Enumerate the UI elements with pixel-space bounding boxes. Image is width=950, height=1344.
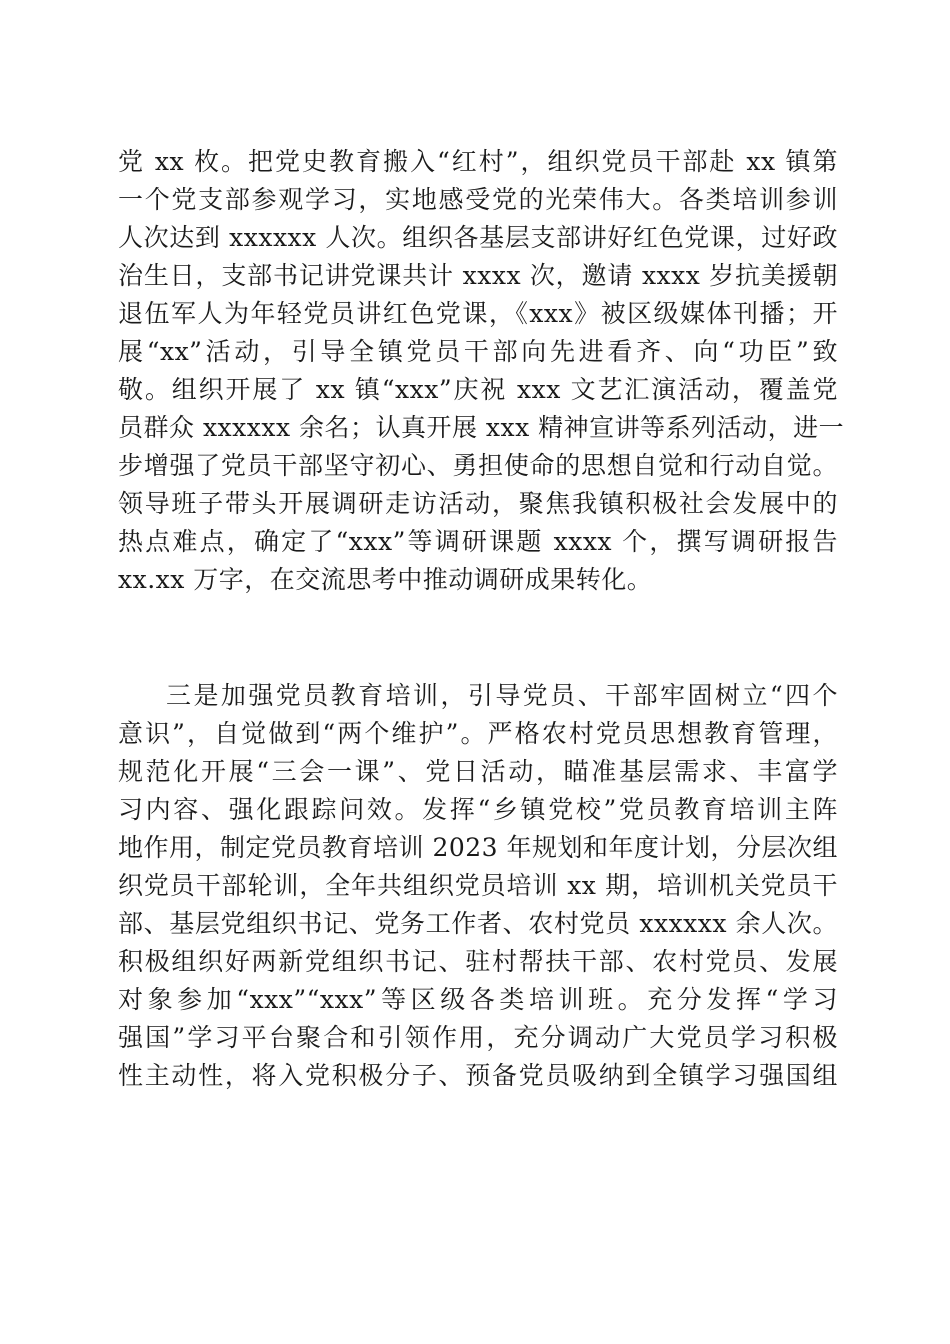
text-line: 织党员干部轮训，全年共组织党员培训 xx 期，培训机关党员干 bbox=[118, 871, 838, 900]
paragraph-party-history-education bbox=[118, 143, 845, 599]
text-line: 意识”，自觉做到“两个维护”。严格农村党员思想教育管理， bbox=[118, 719, 838, 748]
text-line: 习内容、强化跟踪问效。发挥“乡镇党校”党员教育培训主阵 bbox=[118, 795, 838, 824]
text-line: 步增强了党员干部坚守初心、勇担使命的思想自觉和行动自觉。 bbox=[118, 451, 838, 480]
text-line: 一个党支部参观学习，实地感受党的光荣伟大。各类培训参训 bbox=[118, 185, 838, 214]
text-line: 退伍军人为年轻党员讲红色党课，《xxx》被区级媒体刊播；开 bbox=[118, 299, 838, 328]
text-line: 三是加强党员教育培训，引导党员、干部牢固树立“四个 bbox=[166, 681, 838, 710]
text-line: 地作用，制定党员教育培训 2023 年规划和年度计划，分层次组 bbox=[118, 833, 839, 862]
text-line: 领导班子带头开展调研走访活动，聚焦我镇积极社会发展中的 bbox=[118, 489, 838, 518]
text-line: 员群众 xxxxxx 余名；认真开展 xxx 精神宣讲等系列活动，进一 bbox=[118, 413, 845, 442]
paragraph-party-member-training bbox=[118, 677, 838, 1095]
text-line: 治生日，支部书记讲党课共计 xxxx 次，邀请 xxxx 岁抗美援朝 bbox=[118, 261, 838, 290]
text-line: 规范化开展“三会一课”、党日活动，瞄准基层需求、丰富学 bbox=[118, 757, 838, 786]
text-line: 热点难点，确定了“xxx”等调研课题 xxxx 个，撰写调研报告 bbox=[118, 527, 838, 556]
text-line: 党 xx 枚。把党史教育搬入“红村”，组织党员干部赴 xx 镇第 bbox=[118, 147, 838, 176]
text-line: 积极组织好两新党组织书记、驻村帮扶干部、农村党员、发展 bbox=[118, 947, 838, 976]
text-line: 强国”学习平台聚合和引领作用，充分调动广大党员学习积极 bbox=[118, 1023, 838, 1052]
text-line: 对象参加“xxx”“xxx”等区级各类培训班。充分发挥“学习 bbox=[118, 985, 838, 1014]
text-line: xx.xx 万字，在交流思考中推动调研成果转化。 bbox=[118, 565, 653, 594]
text-line: 性主动性，将入党积极分子、预备党员吸纳到全镇学习强国组 bbox=[118, 1061, 838, 1090]
text-line: 部、基层党组织书记、党务工作者、农村党员 xxxxxx 余人次。 bbox=[118, 909, 838, 938]
text-line: 人次达到 xxxxxx 人次。组织各基层支部讲好红色党课，过好政 bbox=[118, 223, 838, 252]
text-line: 敬。组织开展了 xx 镇“xxx”庆祝 xxx 文艺汇演活动，覆盖党 bbox=[118, 375, 838, 404]
text-line: 展“xx”活动，引导全镇党员干部向先进看齐、向“功臣”致 bbox=[118, 337, 838, 366]
